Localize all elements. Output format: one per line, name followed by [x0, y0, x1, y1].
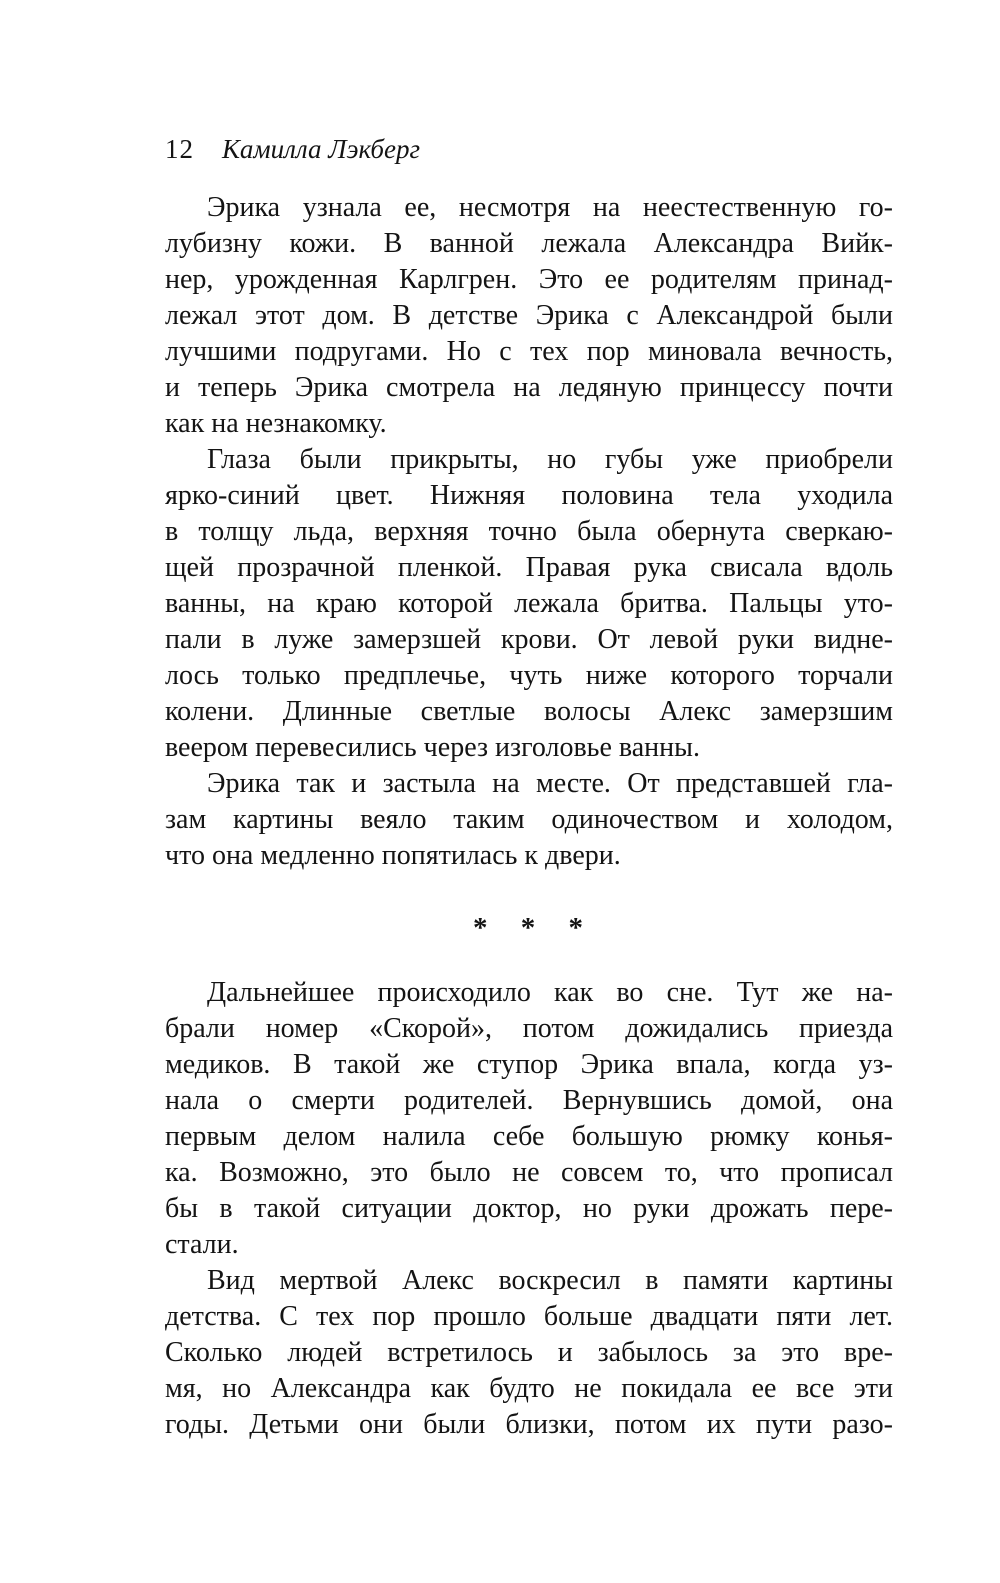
text-line: стали. — [165, 1229, 239, 1260]
text-line: первым делом налила себе большую рюмку конья- — [165, 1121, 893, 1152]
page-number: 12 — [165, 134, 194, 164]
text-line: нер, урожденная Карлгрен. Это ее родителям принад- — [165, 264, 893, 295]
paragraph — [165, 766, 893, 874]
text-block — [165, 132, 893, 1443]
text-line: лубизну кожи. В ванной лежала Александра Вийк- — [165, 228, 893, 259]
section-separator: * * * — [473, 912, 585, 944]
text-line: что она медленно попятилась к двери. — [165, 840, 621, 871]
text-line: мя, но Александра как будто не покидала ее все эти — [165, 1373, 893, 1404]
text-line: Глаза были прикрыты, но губы уже приобрели — [207, 444, 893, 475]
text-line: лучшими подругами. Но с тех пор миновала вечность, — [165, 336, 893, 367]
text-line: зам картины веяло таким одиночеством и холодом, — [165, 804, 893, 835]
text-line: Эрика узнала ее, несмотря на неестественную го- — [207, 192, 893, 223]
paragraph — [165, 442, 893, 766]
text-line: пали в луже замерзшей крови. От левой руки видне- — [165, 624, 893, 655]
text-line: веером перевесились через изголовье ванны. — [165, 732, 700, 763]
text-line: нала о смерти родителей. Вернувшись домой, она — [165, 1085, 893, 1116]
text-line: Эрика так и застыла на месте. От представшей гла- — [207, 768, 893, 799]
paragraph — [165, 975, 893, 1263]
text-line: в толщу льда, верхняя точно была обернута сверкаю- — [165, 516, 893, 547]
text-line: как на незнакомку. — [165, 408, 387, 439]
text-line: щей прозрачной пленкой. Правая рука свисала вдоль — [165, 552, 893, 583]
paragraph — [165, 190, 893, 442]
text-line: медиков. В такой же ступор Эрика впала, когда уз- — [165, 1049, 893, 1080]
text-line: ярко-синий цвет. Нижняя половина тела уходила — [165, 480, 893, 511]
text-line: ка. Возможно, это было не совсем то, что прописал — [165, 1157, 893, 1188]
text-body — [165, 190, 893, 1443]
text-line: брали номер «Скорой», потом дожидались приезда — [165, 1013, 893, 1044]
paragraph — [165, 1263, 893, 1443]
text-line: Сколько людей встретилось и забылось за это вре- — [165, 1337, 893, 1368]
text-line: ванны, на краю которой лежала бритва. Пальцы уто- — [165, 588, 893, 619]
text-line: лось только предплечье, чуть ниже которого торчали — [165, 660, 893, 691]
text-line: и теперь Эрика смотрела на ледяную принцессу почти — [165, 372, 893, 403]
text-line: Вид мертвой Алекс воскресил в памяти картины — [207, 1265, 893, 1296]
text-line: лежал этот дом. В детстве Эрика с Александрой были — [165, 300, 893, 331]
running-head-author: Камилла Лэкберг — [222, 134, 421, 164]
running-head — [165, 132, 893, 166]
text-line: колени. Длинные светлые волосы Алекс замерзшим — [165, 696, 893, 727]
text-line: бы в такой ситуации доктор, но руки дрожать пере- — [165, 1193, 893, 1224]
text-line: Дальнейшее происходило как во сне. Тут же на- — [207, 977, 893, 1008]
text-line: детства. С тех пор прошло больше двадцати пяти лет. — [165, 1301, 893, 1332]
text-line: годы. Детьми они были близки, потом их пути разо- — [165, 1409, 893, 1440]
